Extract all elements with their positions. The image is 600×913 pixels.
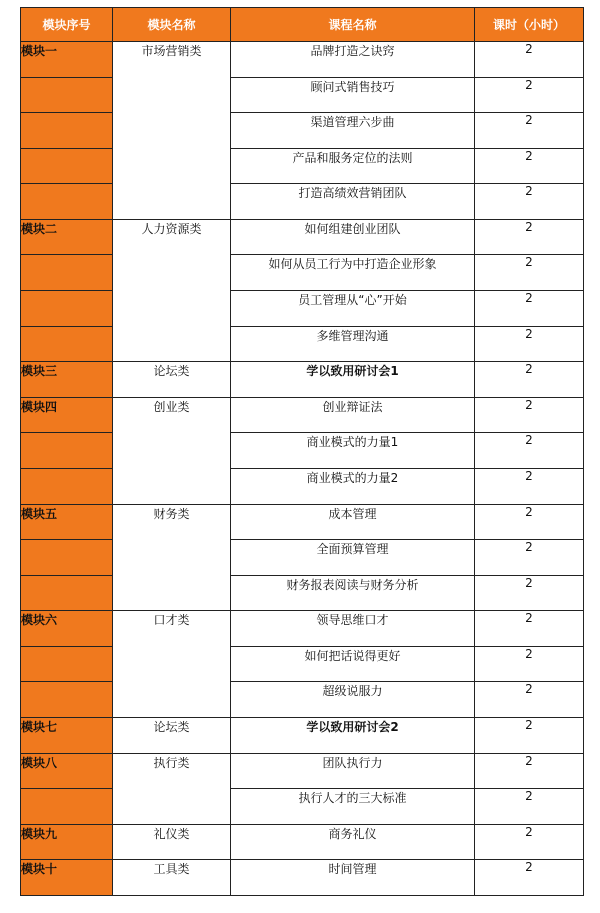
hours-cell: 2 [475, 433, 584, 469]
course-name-cell: 学以致用研讨会1 [231, 362, 475, 398]
hours-cell: 2 [475, 717, 584, 753]
table-row [21, 148, 584, 184]
module-name-cell [113, 646, 231, 682]
course-name-cell: 时间管理 [231, 860, 475, 896]
table-row [21, 468, 584, 504]
course-name-cell: 品牌打造之诀窍 [231, 42, 475, 78]
module-no-cell: 模块五 [21, 504, 113, 540]
module-name-cell [113, 468, 231, 504]
module-no-cell [21, 255, 113, 291]
hours-cell: 2 [475, 824, 584, 860]
hours-cell: 2 [475, 113, 584, 149]
table-row [21, 219, 584, 255]
module-name-cell [113, 184, 231, 220]
header-row [21, 8, 584, 42]
hours-cell: 2 [475, 611, 584, 647]
hours-cell: 2 [475, 326, 584, 362]
module-no-cell: 模块二 [21, 219, 113, 255]
module-no-cell [21, 184, 113, 220]
table-row [21, 789, 584, 825]
module-no-cell [21, 682, 113, 718]
course-table [20, 7, 584, 896]
module-no-cell: 模块六 [21, 611, 113, 647]
module-no-cell [21, 468, 113, 504]
table-row [21, 77, 584, 113]
table-row [21, 575, 584, 611]
module-name-cell: 口才类 [113, 611, 231, 647]
hours-cell: 2 [475, 540, 584, 576]
course-name-cell: 领导思维口才 [231, 611, 475, 647]
course-name-cell: 如何组建创业团队 [231, 219, 475, 255]
module-no-cell [21, 646, 113, 682]
table-row [21, 824, 584, 860]
module-name-cell [113, 326, 231, 362]
course-name-cell: 成本管理 [231, 504, 475, 540]
module-no-cell: 模块八 [21, 753, 113, 789]
course-name-cell: 学以致用研讨会2 [231, 717, 475, 753]
hours-cell: 2 [475, 77, 584, 113]
module-name-cell: 礼仪类 [113, 824, 231, 860]
table-row [21, 291, 584, 327]
table-row [21, 255, 584, 291]
module-name-cell: 创业类 [113, 397, 231, 433]
course-name-cell: 顾问式销售技巧 [231, 77, 475, 113]
course-name-cell: 财务报表阅读与财务分析 [231, 575, 475, 611]
hours-cell: 2 [475, 362, 584, 398]
module-no-cell: 模块三 [21, 362, 113, 398]
table-row [21, 682, 584, 718]
hours-cell: 2 [475, 860, 584, 896]
hours-cell: 2 [475, 291, 584, 327]
table-row [21, 860, 584, 896]
module-no-cell: 模块九 [21, 824, 113, 860]
hours-cell: 2 [475, 789, 584, 825]
table-row [21, 184, 584, 220]
hours-cell: 2 [475, 753, 584, 789]
module-name-cell [113, 77, 231, 113]
module-no-cell [21, 113, 113, 149]
course-name-cell: 商务礼仪 [231, 824, 475, 860]
module-no-cell [21, 291, 113, 327]
module-no-cell [21, 148, 113, 184]
module-name-cell [113, 540, 231, 576]
course-name-cell: 如何把话说得更好 [231, 646, 475, 682]
table-row [21, 504, 584, 540]
table-row [21, 113, 584, 149]
module-no-cell [21, 433, 113, 469]
hours-cell: 2 [475, 646, 584, 682]
hours-cell: 2 [475, 468, 584, 504]
course-name-cell: 员工管理从“心”开始 [231, 291, 475, 327]
module-name-cell [113, 789, 231, 825]
course-name-cell: 商业模式的力量2 [231, 468, 475, 504]
module-name-cell: 工具类 [113, 860, 231, 896]
module-no-cell [21, 789, 113, 825]
hours-cell: 2 [475, 575, 584, 611]
module-no-cell: 模块四 [21, 397, 113, 433]
module-no-cell [21, 575, 113, 611]
module-name-cell: 人力资源类 [113, 219, 231, 255]
module-name-cell [113, 433, 231, 469]
course-name-cell: 超级说服力 [231, 682, 475, 718]
module-no-cell: 模块一 [21, 42, 113, 78]
table-row [21, 611, 584, 647]
module-name-cell [113, 255, 231, 291]
table-row [21, 326, 584, 362]
table-row [21, 42, 584, 78]
module-no-cell [21, 77, 113, 113]
table-body [21, 42, 584, 896]
hours-cell: 2 [475, 148, 584, 184]
course-name-cell: 执行人才的三大标准 [231, 789, 475, 825]
header-module-no: 模块序号 [21, 8, 113, 42]
module-name-cell: 论坛类 [113, 717, 231, 753]
module-name-cell [113, 113, 231, 149]
module-name-cell [113, 575, 231, 611]
module-name-cell [113, 148, 231, 184]
hours-cell: 2 [475, 219, 584, 255]
hours-cell: 2 [475, 504, 584, 540]
table-row [21, 646, 584, 682]
hours-cell: 2 [475, 682, 584, 718]
table-row [21, 433, 584, 469]
module-no-cell [21, 326, 113, 362]
course-name-cell: 渠道管理六步曲 [231, 113, 475, 149]
module-no-cell: 模块十 [21, 860, 113, 896]
module-no-cell [21, 540, 113, 576]
header-hours: 课时（小时） [475, 8, 584, 42]
hours-cell: 2 [475, 397, 584, 433]
table-row [21, 397, 584, 433]
table-row [21, 540, 584, 576]
hours-cell: 2 [475, 42, 584, 78]
table-row [21, 717, 584, 753]
course-name-cell: 打造高绩效营销团队 [231, 184, 475, 220]
course-name-cell: 产品和服务定位的法则 [231, 148, 475, 184]
hours-cell: 2 [475, 184, 584, 220]
module-name-cell: 财务类 [113, 504, 231, 540]
header-module-name: 模块名称 [113, 8, 231, 42]
module-name-cell [113, 682, 231, 718]
module-no-cell: 模块七 [21, 717, 113, 753]
table-row [21, 753, 584, 789]
course-name-cell: 如何从员工行为中打造企业形象 [231, 255, 475, 291]
table-row [21, 362, 584, 398]
course-name-cell: 团队执行力 [231, 753, 475, 789]
hours-cell: 2 [475, 255, 584, 291]
course-name-cell: 创业辩证法 [231, 397, 475, 433]
module-name-cell: 执行类 [113, 753, 231, 789]
course-name-cell: 全面预算管理 [231, 540, 475, 576]
module-name-cell: 市场营销类 [113, 42, 231, 78]
module-name-cell: 论坛类 [113, 362, 231, 398]
course-name-cell: 商业模式的力量1 [231, 433, 475, 469]
course-name-cell: 多维管理沟通 [231, 326, 475, 362]
module-name-cell [113, 291, 231, 327]
header-course-name: 课程名称 [231, 8, 475, 42]
